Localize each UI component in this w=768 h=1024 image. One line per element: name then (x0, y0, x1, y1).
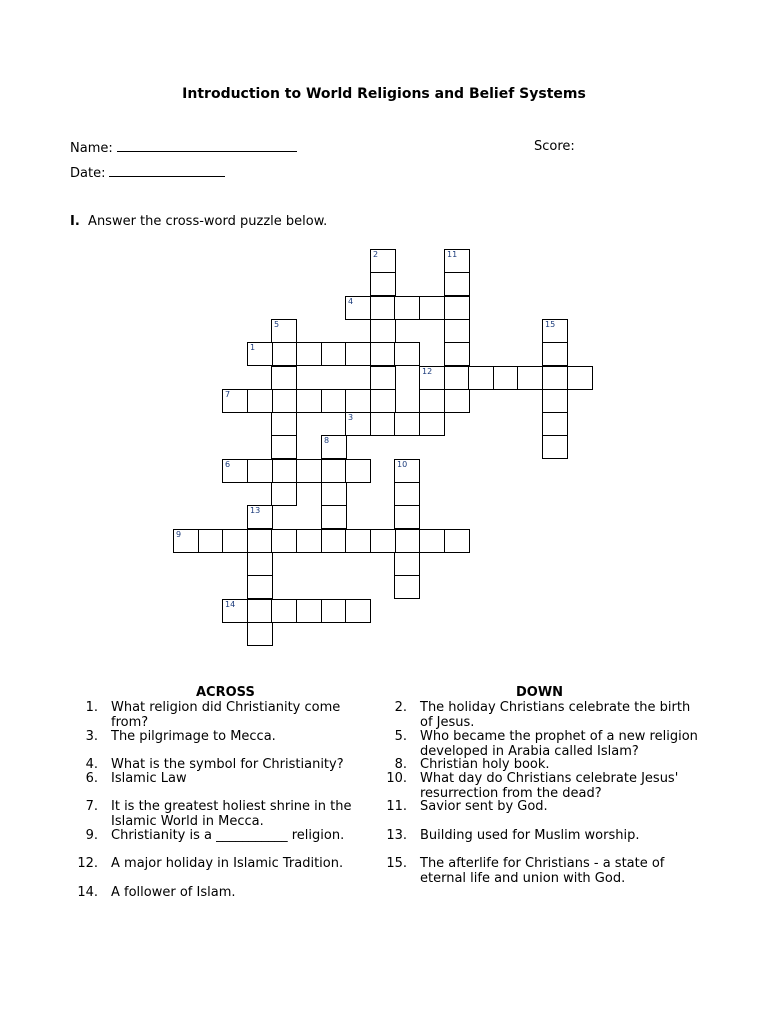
clue-number-label: 8 (324, 436, 330, 445)
across-heading: ACROSS (196, 685, 255, 700)
name-blank-line[interactable] (117, 139, 297, 152)
crossword-cell[interactable] (247, 552, 273, 576)
crossword-cell[interactable] (198, 529, 224, 553)
crossword-cell[interactable] (370, 272, 396, 296)
crossword-cell[interactable] (394, 342, 420, 366)
crossword-cell[interactable] (394, 296, 420, 320)
down-clue-number: 11. (386, 799, 407, 814)
crossword-cell[interactable] (444, 366, 470, 390)
across-clue-number: 12. (77, 856, 98, 871)
crossword-cell[interactable] (493, 366, 519, 390)
crossword-cell[interactable] (394, 505, 420, 529)
down-clue-text: Building used for Muslim worship. (420, 828, 640, 843)
crossword-cell[interactable] (247, 459, 273, 483)
across-clue-number: 6. (85, 771, 98, 786)
crossword-cell[interactable] (247, 505, 273, 529)
crossword-cell[interactable] (444, 529, 470, 553)
crossword-cell[interactable] (345, 342, 371, 366)
crossword-cell[interactable] (271, 319, 297, 343)
across-clue-number: 7. (85, 799, 98, 814)
clue-number-label: 15 (545, 320, 556, 329)
crossword-cell[interactable] (394, 412, 420, 436)
down-clue-text: The afterlife for Christians - a state of eternal life and union with God. (420, 856, 665, 886)
crossword-cell[interactable] (271, 412, 297, 436)
crossword-cell[interactable] (296, 599, 322, 623)
crossword-cell[interactable] (345, 389, 371, 413)
down-clue-text: What day do Christians celebrate Jesus' resurrection from the dead? (420, 771, 679, 801)
crossword-cell[interactable] (271, 366, 297, 390)
crossword-cell[interactable] (222, 599, 248, 623)
crossword-cell[interactable] (271, 529, 297, 553)
down-heading: DOWN (516, 685, 564, 700)
crossword-cell[interactable] (394, 552, 420, 576)
crossword-cell[interactable] (173, 529, 199, 553)
crossword-cell[interactable] (542, 412, 568, 436)
crossword-cell[interactable] (296, 459, 322, 483)
crossword-cell[interactable] (419, 389, 445, 413)
across-clue-number: 14. (77, 885, 98, 900)
clue-number-label: 12 (422, 367, 433, 376)
down-clue-text: The holiday Christians celebrate the birth of Jesus. (420, 700, 691, 730)
date-label: Date: (70, 166, 106, 181)
down-clue-number: 5. (394, 729, 407, 744)
clue-number-label: 10 (397, 460, 408, 469)
crossword-cell[interactable] (419, 529, 445, 553)
crossword-cell[interactable] (370, 249, 396, 273)
instruction (70, 214, 327, 229)
across-clue-number: 9. (85, 828, 98, 843)
across-clue-number: 3. (85, 729, 98, 744)
crossword-cell[interactable] (247, 529, 273, 553)
crossword-cell[interactable] (419, 412, 445, 436)
crossword-cell[interactable] (271, 459, 297, 483)
crossword-cell[interactable] (247, 342, 273, 366)
crossword-cell[interactable] (394, 482, 420, 506)
crossword-cell[interactable] (444, 249, 470, 273)
down-clue-text: Savior sent by God. (420, 799, 548, 814)
across-clue-text: Islamic Law (111, 771, 187, 786)
crossword-cell[interactable] (271, 599, 297, 623)
crossword-cell[interactable] (321, 482, 347, 506)
clue-number-label: 3 (348, 413, 354, 422)
date-field[interactable] (70, 164, 225, 181)
crossword-cell[interactable] (271, 342, 297, 366)
clue-number-label: 7 (225, 390, 231, 399)
crossword-cell[interactable] (394, 459, 420, 483)
across-clue-text: The pilgrimage to Mecca. (111, 729, 276, 744)
across-clue-text: What is the symbol for Christianity? (111, 757, 344, 772)
across-clue-number: 1. (85, 700, 98, 715)
crossword-cell[interactable] (444, 296, 470, 320)
down-clue-number: 8. (394, 757, 407, 772)
crossword-cell[interactable] (321, 505, 347, 529)
crossword-cell[interactable] (222, 389, 248, 413)
clue-number-label: 4 (348, 297, 354, 306)
crossword-cell[interactable] (271, 389, 297, 413)
crossword-cell[interactable] (419, 366, 445, 390)
crossword-cell[interactable] (370, 296, 396, 320)
across-clue-text: A major holiday in Islamic Tradition. (111, 856, 344, 871)
crossword-cell[interactable] (345, 599, 371, 623)
crossword-cell[interactable] (271, 435, 297, 459)
crossword-cell[interactable] (370, 342, 396, 366)
crossword-cell[interactable] (247, 622, 273, 646)
crossword-cell[interactable] (296, 342, 322, 366)
crossword-cell[interactable] (370, 412, 396, 436)
crossword-cell[interactable] (222, 459, 248, 483)
crossword-cell[interactable] (296, 389, 322, 413)
crossword-cell[interactable] (247, 389, 273, 413)
name-field[interactable] (70, 139, 297, 156)
crossword-cell[interactable] (444, 389, 470, 413)
crossword-cell[interactable] (296, 529, 322, 553)
crossword-cell[interactable] (345, 529, 371, 553)
clue-number-label: 14 (225, 600, 236, 609)
instruction-numeral: I. (70, 214, 80, 229)
crossword-cell[interactable] (247, 599, 273, 623)
crossword-cell[interactable] (542, 389, 568, 413)
clue-number-label: 6 (225, 460, 231, 469)
instruction-text: Answer the cross-word puzzle below. (88, 214, 328, 229)
name-label: Name: (70, 141, 113, 156)
across-clue-text: It is the greatest holiest shrine in the Islamic World in Mecca. (111, 799, 352, 829)
across-clue-text: What religion did Christianity come from? (111, 700, 341, 730)
crossword-cell[interactable] (517, 366, 543, 390)
down-clue-text: Christian holy book. (420, 757, 550, 772)
crossword-cell[interactable] (345, 412, 371, 436)
down-clue-number: 13. (386, 828, 407, 843)
crossword-cell[interactable] (321, 529, 347, 553)
crossword-cell[interactable] (321, 459, 347, 483)
clue-number-label: 2 (373, 250, 379, 259)
crossword-cell[interactable] (567, 366, 593, 390)
date-blank-line[interactable] (109, 164, 225, 177)
down-clue-number: 15. (386, 856, 407, 871)
crossword-cell[interactable] (345, 459, 371, 483)
crossword-cell[interactable] (419, 296, 445, 320)
clue-number-label: 1 (250, 343, 256, 352)
crossword-cell[interactable] (370, 529, 396, 553)
clue-number-label: 11 (447, 250, 458, 259)
crossword-cell[interactable] (370, 319, 396, 343)
crossword-cell[interactable] (394, 529, 420, 553)
crossword-cell[interactable] (394, 575, 420, 599)
crossword-cell[interactable] (222, 529, 248, 553)
across-clue-text: Christianity is a ___________ religion. (111, 828, 345, 843)
crossword-cell[interactable] (321, 342, 347, 366)
crossword-cell[interactable] (542, 342, 568, 366)
crossword-cell[interactable] (444, 342, 470, 366)
crossword-cell[interactable] (542, 366, 568, 390)
page-title: Introduction to World Religions and Belief Systems (182, 86, 586, 102)
clue-number-label: 5 (274, 320, 280, 329)
crossword-cell[interactable] (345, 296, 371, 320)
down-clue-number: 10. (386, 771, 407, 786)
crossword-cell[interactable] (444, 272, 470, 296)
crossword-cell[interactable] (321, 435, 347, 459)
clue-number-label: 13 (250, 506, 261, 515)
down-clue-number: 2. (394, 700, 407, 715)
crossword-cell[interactable] (370, 366, 396, 390)
crossword-cell[interactable] (271, 482, 297, 506)
crossword-cell[interactable] (247, 575, 273, 599)
score-label: Score: (534, 139, 575, 154)
across-clue-text: A follower of Islam. (111, 885, 236, 900)
down-clue-text: Who became the prophet of a new religion developed in Arabia called Islam? (420, 729, 698, 759)
crossword-cell[interactable] (370, 389, 396, 413)
crossword-cell[interactable] (542, 435, 568, 459)
across-clue-number: 4. (85, 757, 98, 772)
clue-number-label: 9 (176, 530, 182, 539)
crossword-cell[interactable] (321, 389, 347, 413)
crossword-cell[interactable] (444, 319, 470, 343)
crossword-cell[interactable] (542, 319, 568, 343)
crossword-cell[interactable] (468, 366, 494, 390)
crossword-cell[interactable] (321, 599, 347, 623)
